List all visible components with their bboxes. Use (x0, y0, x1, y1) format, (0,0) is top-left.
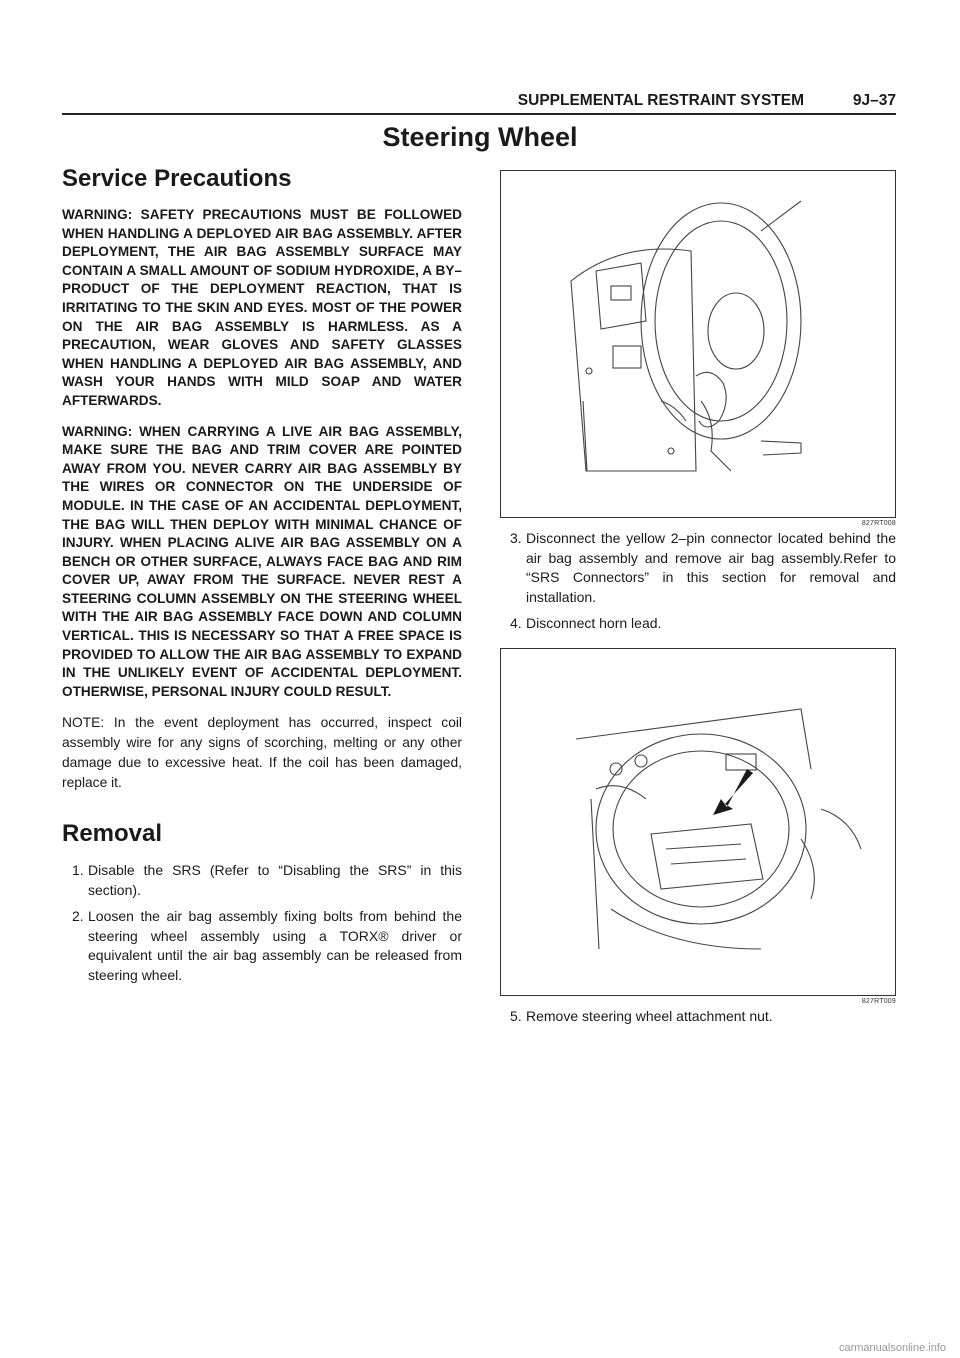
page-title: Steering Wheel (382, 122, 578, 152)
removal-steps-right-a (500, 529, 896, 634)
page-header (62, 88, 896, 114)
figure-code: 827RT009 (861, 997, 896, 1005)
steering-wheel-arrow-illustration-icon (501, 649, 897, 995)
removal-step (62, 861, 462, 900)
warning-deployed-airbag: WARNING: SAFETY PRECAUTIONS MUST BE FOLLOWED WHEN HANDLING A DEPLOYED AIR BAG ASSEMBLY. AFTER DEPLOYMENT, THE AIR BAG ASSEMBLY SURFACE MAY CONTAIN A SMALL AMOUNT OF SODIUM HYDROXIDE, A BY–PRODUCT OF THE DEPLOYMENT REACTION, THAT IS IRRITATING TO THE SKIN AND EYES. MOST OF THE POWER ON THE AIR BAG ASSEMBLY IS HARMLESS. AS A PRECAUTION, WEAR GLOVES AND SAFETY GLASSES WHEN HANDLING A DEPLOYED AIR BAG ASSEMBLY, AND WASH YOUR HANDS WITH MILD SOAP AND WATER AFTERWARDS. (62, 207, 462, 408)
service-precautions-heading: Service Precautions (62, 165, 292, 192)
step-text: Remove steering wheel attachment nut. (526, 1007, 773, 1024)
header-section-title: SUPPLEMENTAL RESTRAINT SYSTEM (517, 92, 804, 109)
left-column (62, 164, 462, 992)
figure-airbag-bolts (500, 170, 896, 518)
step-text: Disconnect the yellow 2–pin connector located behind the air bag assembly and remove air bag assembly.Refer to “SRS Connectors” in this section for removal and installation. (526, 530, 896, 605)
step-text: Loosen the air bag assembly fixing bolts from behind the steering wheel assembly using a TORX® driver or equivalent until the air bag assembly can be released from steering wheel. (88, 908, 462, 983)
steering-wheel-hand-illustration-icon (501, 171, 897, 517)
removal-step (500, 614, 896, 634)
header-page-number: 9J–37 (852, 92, 896, 109)
coil-assembly-note: NOTE: In the event deployment has occurred, inspect coil assembly wire for any signs of scorching, melting or any other damage due to excessive heat. If the coil has been damaged, replace it. (62, 715, 462, 791)
removal-steps-left (62, 861, 462, 985)
step-number: 5. (510, 1007, 522, 1024)
header-rule (62, 113, 896, 115)
step-number: 3. (510, 530, 522, 546)
step-number: 4. (510, 615, 522, 631)
figure-code: 827RT008 (861, 520, 896, 527)
step-text: Disconnect horn lead. (526, 615, 662, 631)
removal-steps-right-b (500, 1007, 896, 1027)
removal-step (500, 529, 896, 607)
figure-horn-lead (500, 648, 896, 996)
step-text: Disable the SRS (Refer to “Disabling the SRS” in this section). (88, 862, 462, 898)
right-column (500, 170, 896, 1033)
removal-step (500, 1007, 896, 1027)
step-number: 2. (72, 908, 84, 925)
watermark: carmanualsonline.info (838, 1342, 946, 1354)
removal-step (62, 907, 462, 985)
warning-live-airbag: WARNING: WHEN CARRYING A LIVE AIR BAG ASSEMBLY, MAKE SURE THE BAG AND TRIM COVER ARE POINTED AWAY FROM YOU. NEVER CARRY AIR BAG ASSEMBLY BY THE WIRES OR CONNECTOR ON THE UNDERSIDE OF MODULE. IN THE CASE OF AN ACCIDENTAL DEPLOYMENT, THE BAG WILL THEN DEPLOY WITH MINIMAL CHANCE OF INJURY. WHEN PLACING ALIVE AIR BAG ASSEMBLY ON A BENCH OR OTHER SURFACE, ALWAYS FACE BAG AND RIM COVER UP, AWAY FROM THE SURFACE. NEVER REST A STEERING COLUMN ASSEMBLY ON THE STEERING WHEEL WITH THE AIR BAG ASSEMBLY FACE DOWN AND COLUMN VERTICAL. THIS IS NECESSARY SO THAT A FREE SPACE IS PROVIDED TO ALLOW THE AIR BAG ASSEMBLY TO EXPAND IN THE UNLIKELY EVENT OF ACCIDENTAL DEPLOYMENT. OTHERWISE, PERSONAL INJURY COULD RESULT. (62, 423, 462, 699)
removal-heading: Removal (62, 820, 163, 848)
step-number: 1. (72, 862, 84, 879)
